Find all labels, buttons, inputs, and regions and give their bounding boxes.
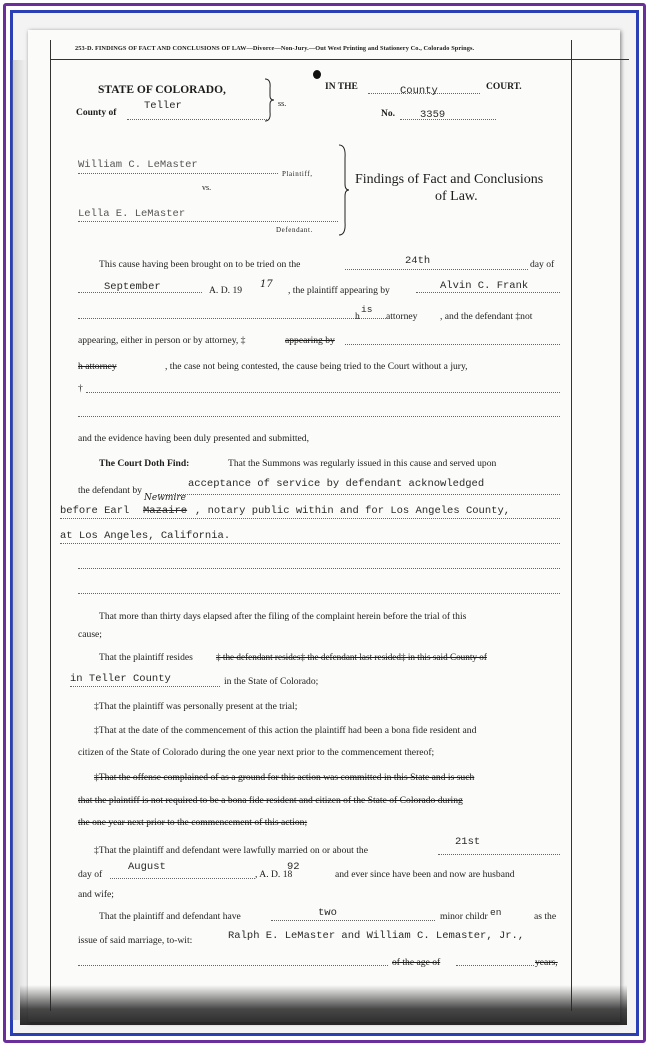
his-fill: is (361, 304, 373, 315)
in-the-label: IN THE (325, 82, 358, 92)
court-type: County (400, 85, 438, 97)
m-f: That the plaintiff and defendant have (99, 911, 241, 922)
title-line1: Findings of Fact and Conclusions (355, 172, 544, 187)
caption-brace (262, 78, 276, 122)
plaintiff-name: William C. LeMaster (78, 159, 198, 171)
p1-h-strike: appearing by (285, 335, 335, 346)
p1-f: attorney (386, 311, 418, 322)
no-label: No. (381, 109, 395, 119)
trial-day: 24th (405, 255, 431, 267)
children-names: Ralph E. LeMaster and William C. Lemaster, Jr., (228, 930, 525, 942)
service-line2-strike: Mazaire (143, 505, 188, 517)
m-e: and wife; (78, 889, 114, 900)
p1-e: h (355, 311, 360, 322)
m-d: and ever since have been and now are husband (335, 869, 515, 880)
m-c: , A. D. 18 (255, 869, 293, 880)
p1-d: , the plaintiff appearing by (288, 285, 390, 296)
p1-i: , the case not being contested, the cause being tried to the Court without a jury, (165, 361, 468, 372)
p2-j: the one year next prior to the commencement of this action; (78, 817, 308, 828)
service-line2a: before Earl (60, 505, 130, 517)
p2-c: That the plaintiff resides (99, 652, 193, 663)
scan-shadow-bottom (20, 985, 627, 1025)
county-value: Teller (144, 100, 182, 112)
county-prefix: County of (76, 108, 117, 118)
attorney-name: Alvin C. Frank (440, 280, 529, 292)
residence-county: in Teller County (70, 673, 171, 685)
marriage-month: August (128, 861, 166, 873)
p1-dagger: † (78, 383, 83, 394)
p2-a: That more than thirty days elapsed after the filing of the complaint herein before the trial of this (99, 611, 467, 622)
service-line2b: , notary public within and for Los Angeles County, (195, 505, 511, 517)
defendant-label: Defendant. (276, 226, 313, 234)
p2-b: cause; (78, 629, 102, 640)
marriage-day: 21st (455, 836, 481, 848)
p1-a: This cause having been brought on to be tried on the (99, 259, 301, 270)
service-line3: at Los Angeles, California. (60, 530, 231, 542)
m-g: minor childr (440, 911, 488, 922)
p2-h: ‡That the offense complained of as a ground for this action was committed in this State and is such (94, 772, 475, 783)
scan-shadow-left (12, 60, 26, 1020)
finds-a: That the Summons was regularly issued in this cause and served upon (228, 458, 497, 469)
m-b: day of (78, 869, 103, 880)
trial-month: September (104, 281, 161, 293)
m-k: years, (535, 957, 558, 968)
m-i: issue of said marriage, to-wit: (78, 935, 193, 946)
p1-j: and the evidence having been duly presented and submitted, (78, 433, 309, 444)
trial-year: 17 (260, 279, 273, 290)
p2-e: ‡That the plaintiff was personally present at the trial; (94, 701, 298, 712)
p2-c-strike: ‡ the defendant resides‡ the defendant last resided‡ in this said County of (216, 652, 487, 662)
left-margin-rule (50, 40, 51, 1011)
m-j: of the age of (392, 957, 441, 968)
plaintiff-label: Plaintiff, (282, 170, 313, 178)
p1-h: appearing, either in person or by attorney, ‡ (78, 335, 246, 346)
vs-label: vs. (202, 183, 212, 192)
p1-i-strike: h attorney (78, 361, 117, 372)
right-margin-rule (571, 40, 572, 1011)
header-rule (50, 59, 629, 60)
m-h: as the (534, 911, 557, 922)
p2-g: citizen of the State of Colorado during the one year next prior to the commencement thereof; (78, 747, 435, 758)
form-header: 253-D. FINDINGS OF FACT AND CONCLUSIONS OF LAW—Divorce—Non-Jury.—Out West Printing and Stationery Co., Colorado Springs. (75, 45, 475, 52)
m-g2: en (490, 907, 502, 918)
ss-label: ss. (278, 99, 287, 108)
p2-i: that the plaintiff is not required to be a bona fide resident and citizen of the State of Colorado during (78, 795, 463, 806)
finds-b: the defendant by (78, 485, 142, 496)
p1-c: A. D. 19 (209, 285, 243, 296)
case-number: 3359 (420, 109, 446, 121)
p2-d: in the State of Colorado; (224, 676, 319, 687)
m-a: ‡That the plaintiff and defendant were lawfully married on or about the (94, 845, 368, 856)
children-count: two (318, 907, 337, 919)
ink-blot (313, 70, 321, 79)
defendant-name: Lella E. LeMaster (78, 208, 186, 220)
service-line1: acceptance of service by defendant acknowledged (188, 478, 485, 490)
state-label: STATE OF COLORADO, (98, 84, 226, 96)
parties-brace (336, 144, 350, 236)
title-line2: of Law. (435, 189, 478, 204)
service-line2-hand: Newmire (144, 493, 186, 503)
marriage-year: 92 (287, 861, 300, 873)
finds-label: The Court Doth Find: (99, 458, 190, 469)
p1-b: day of (530, 259, 555, 270)
p2-f: ‡That at the date of the commencement of this action the plaintiff had been a bona fide resident and (94, 725, 477, 736)
court-label: COURT. (486, 82, 522, 92)
p1-g: , and the defendant ‡not (440, 311, 533, 322)
